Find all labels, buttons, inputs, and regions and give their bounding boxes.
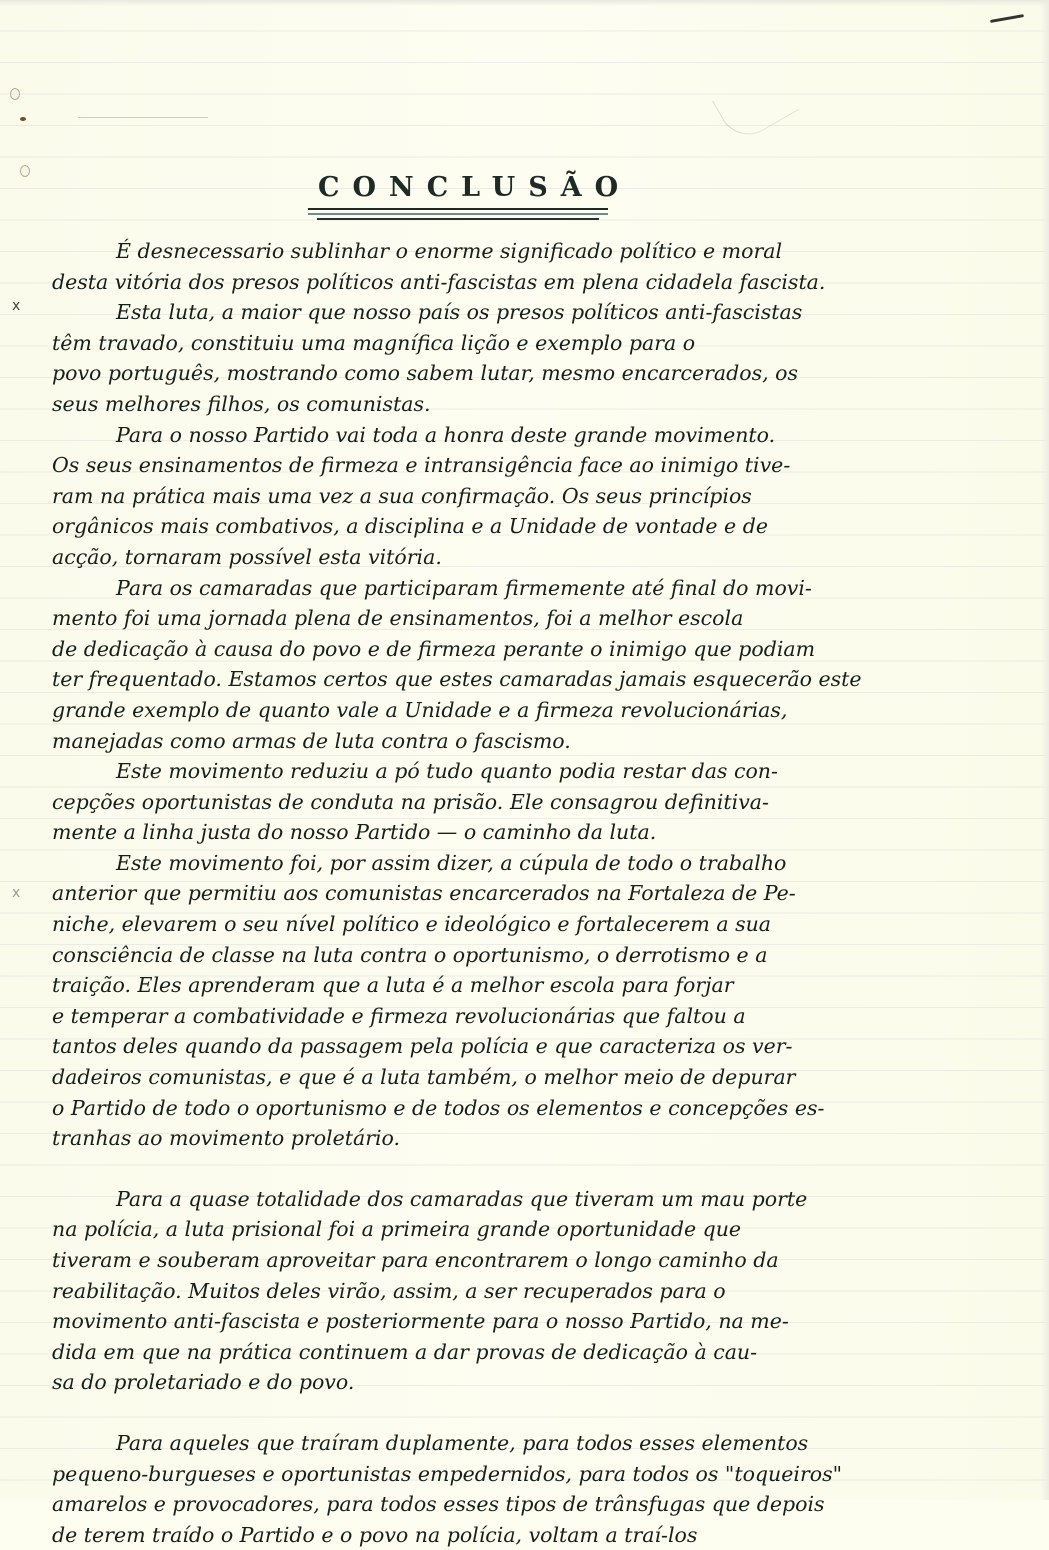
text-line: Este movimento foi, por assim dizer, a cúpula de todo o trabalho bbox=[116, 850, 787, 875]
text-line: o Partido de todo o oportunismo e de todos os elementos e concepções es- bbox=[52, 1095, 825, 1120]
text-line: Para o nosso Partido vai toda a honra deste grande movimento. bbox=[116, 422, 776, 447]
paragraph bbox=[52, 1428, 1012, 1550]
paragraph bbox=[52, 1184, 1012, 1398]
text-line: na polícia, a luta prisional foi a primeira grande oportunidade que bbox=[52, 1217, 742, 1242]
paragraph bbox=[52, 297, 1012, 419]
paragraph bbox=[52, 848, 1012, 1154]
text-line: ter frequentado. Estamos certos que estes camaradas jamais esquecerão este bbox=[52, 667, 862, 692]
text-line: têm travado, constituiu uma magnífica lição e exemplo para o bbox=[52, 330, 696, 355]
text-line: ram na prática mais uma vez a sua confirmação. Os seus princípios bbox=[52, 483, 752, 508]
punch-hole-mark bbox=[10, 88, 20, 100]
pencil-check-mark bbox=[712, 66, 799, 146]
text-line: e temperar a combatividade e firmeza revolucionárias que faltou a bbox=[52, 1003, 746, 1028]
corner-ink-mark bbox=[990, 14, 1024, 23]
text-line: Para os camaradas que participaram firmemente até final do movi- bbox=[116, 575, 812, 600]
text-line: desta vitória dos presos políticos anti-fascistas em plena cidadela fascista. bbox=[52, 269, 826, 294]
text-line: Esta luta, a maior que nosso país os presos políticos anti-fascistas bbox=[116, 300, 803, 325]
text-line: mente a linha justa do nosso Partido — o caminho da luta. bbox=[52, 820, 657, 845]
text-line: anterior que permitiu aos comunistas encarcerados na Fortaleza de Pe- bbox=[52, 881, 796, 906]
faint-pencil-line bbox=[78, 117, 208, 118]
paragraph bbox=[52, 573, 1012, 757]
text-line: orgânicos mais combativos, a disciplina e a Unidade de vontade e de bbox=[52, 514, 768, 539]
title-underline bbox=[317, 218, 599, 220]
text-line: de terem traído o Partido e o povo na polícia, voltam a traí-los bbox=[52, 1522, 698, 1547]
text-line: traição. Eles aprenderam que a luta é a melhor escola para forjar bbox=[52, 973, 734, 998]
title-underline bbox=[308, 213, 608, 215]
text-line: mento foi uma jornada plena de ensinamentos, foi a melhor escola bbox=[52, 606, 744, 631]
text-line: niche, elevarem o seu nível político e ideológico e fortalecerem a sua bbox=[52, 912, 772, 937]
title-underline bbox=[308, 208, 608, 210]
text-line: Para a quase totalidade dos camaradas que tiveram um mau porte bbox=[116, 1186, 808, 1211]
margin-x-mark: x bbox=[12, 298, 21, 314]
page-title: CONCLUSÃO bbox=[318, 172, 632, 203]
margin-x-mark: x bbox=[12, 885, 21, 901]
text-line: tantos deles quando da passagem pela polícia e que caracteriza os ver- bbox=[52, 1034, 793, 1059]
text-line: seus melhores filhos, os comunistas. bbox=[52, 391, 431, 416]
paragraph bbox=[52, 756, 1012, 848]
text-line: povo português, mostrando como sabem lutar, mesmo encarcerados, os bbox=[52, 361, 798, 386]
document-heading bbox=[308, 172, 632, 220]
text-line: cepções oportunistas de conduta na prisão. Ele consagrou definitiva- bbox=[52, 789, 769, 814]
ink-stain bbox=[20, 117, 26, 121]
text-line: acção, tornaram possível esta vitória. bbox=[52, 544, 442, 569]
text-line: É desnecessario sublinhar o enorme significado político e moral bbox=[116, 239, 783, 263]
text-line: de dedicação à causa do povo e de firmeza perante o inimigo que podiam bbox=[52, 636, 816, 661]
text-line: Os seus ensinamentos de firmeza e intransigência face ao inimigo tive- bbox=[52, 453, 791, 478]
text-line: Este movimento reduziu a pó tudo quanto podia restar das con- bbox=[116, 759, 778, 784]
paragraph bbox=[52, 420, 1012, 573]
text-line: consciência de classe na luta contra o oportunismo, o derrotismo e a bbox=[52, 942, 768, 967]
punch-hole-mark bbox=[20, 165, 30, 177]
text-line: sa do proletariado e do povo. bbox=[52, 1370, 355, 1395]
text-line: manejadas como armas de luta contra o fascismo. bbox=[52, 728, 571, 753]
text-line: tranhas ao movimento proletário. bbox=[52, 1126, 401, 1151]
text-line: grande exemplo de quanto vale a Unidade e a firmeza revolucionárias, bbox=[52, 697, 788, 722]
text-line: amarelos e provocadores, para todos esses tipos de trânsfugas que depois bbox=[52, 1492, 825, 1517]
text-line: movimento anti-fascista e posteriormente para o nosso Partido, na me- bbox=[52, 1309, 789, 1334]
paragraph bbox=[52, 236, 1012, 297]
text-line: pequeno-burgueses e oportunistas empedernidos, para todos os "toqueiros" bbox=[52, 1461, 843, 1486]
text-line: tiveram e souberam aproveitar para encontrarem o longo caminho da bbox=[52, 1248, 779, 1272]
text-line: Para aqueles que traíram duplamente, para todos esses elementos bbox=[116, 1430, 809, 1455]
handwritten-body bbox=[52, 236, 1012, 1550]
text-line: dadeiros comunistas, e que é a luta também, o melhor meio de depurar bbox=[52, 1065, 796, 1090]
text-line: reabilitação. Muitos deles virão, assim, a ser recuperados para o bbox=[52, 1278, 726, 1303]
text-line: dida em que na prática continuem a dar provas de dedicação à cau- bbox=[52, 1339, 758, 1364]
